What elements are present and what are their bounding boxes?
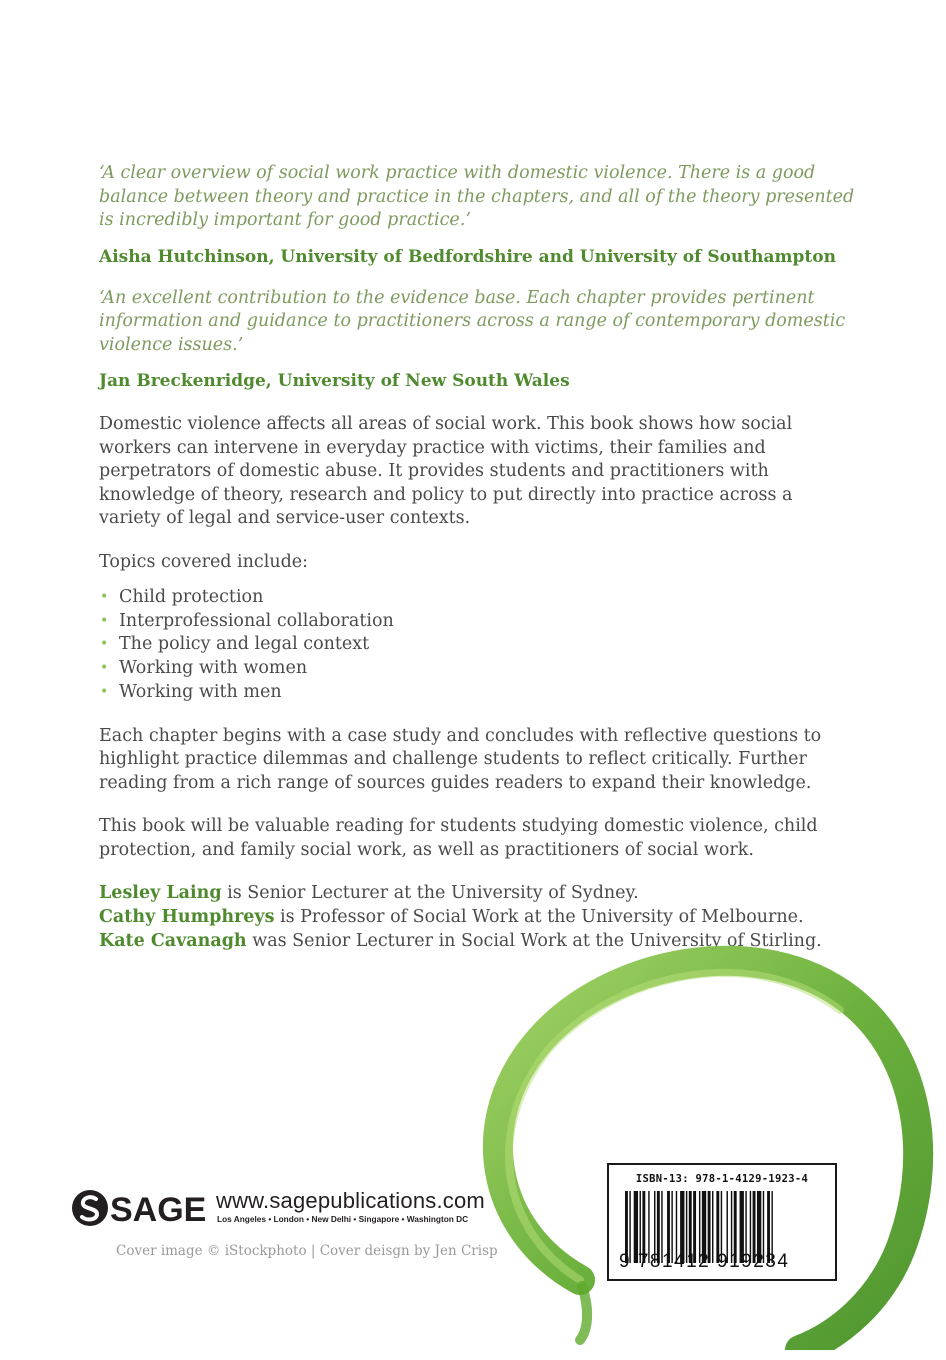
list-item: • Child protection bbox=[99, 586, 859, 610]
brush-circle-image bbox=[430, 930, 946, 1350]
review-attribution-2: Jan Breckenridge, University of New South Wales bbox=[99, 371, 570, 391]
bullet-icon: • bbox=[100, 636, 109, 653]
author-name: Lesley Laing bbox=[99, 883, 222, 904]
list-item: • Working with women bbox=[99, 657, 859, 681]
svg-text:SAGE: SAGE bbox=[110, 1191, 207, 1228]
bullet-icon: • bbox=[100, 660, 109, 677]
publisher-block bbox=[70, 1186, 500, 1232]
publisher-cities: Los Angeles • London • New Delhi • Singapore • Washington DC bbox=[217, 1214, 469, 1224]
list-item: • Working with men bbox=[99, 681, 859, 705]
author-bio: Lesley Laing is Senior Lecturer at the University of Sydney. bbox=[99, 883, 639, 904]
chapter-note: Each chapter begins with a case study and concludes with reflective questions to highlight practice dilemmas and challenge students to reflect critically. Further reading from a rich range of sources guides readers to expand their knowledge. bbox=[99, 725, 822, 793]
publisher-url: www.sagepublications.com bbox=[216, 1188, 485, 1213]
topics-list bbox=[99, 586, 859, 705]
author-bio: Kate Cavanagh was Senior Lecturer in Social Work at the University of Stirling. bbox=[99, 930, 822, 951]
review-quote-2: ‘An excellent contribution to the evidence base. Each chapter provides pertinent information and guidance to practitioners across a range of contemporary domestic violence issues.’ bbox=[99, 287, 846, 355]
isbn-barcode bbox=[607, 1163, 837, 1281]
isbn-label: ISBN-13: 978-1-4129-1923-4 bbox=[635, 1173, 809, 1185]
back-cover-text bbox=[99, 162, 859, 953]
sage-logo bbox=[70, 1188, 210, 1228]
audience-note: This book will be valuable reading for students studying domestic violence, child protection, and family social work, as well as practitioners of social work. bbox=[99, 816, 818, 860]
barcode-digits: 9 781412 919234 bbox=[619, 1251, 790, 1272]
list-item: • Interprofessional collaboration bbox=[99, 610, 859, 634]
author-bio: Cathy Humphreys is Professor of Social Work at the University of Melbourne. bbox=[99, 906, 804, 927]
topics-intro: Topics covered include: bbox=[99, 551, 309, 572]
cover-credit: Cover image © iStockphoto | Cover deisgn by Jen Crisp bbox=[116, 1243, 498, 1259]
author-name: Kate Cavanagh bbox=[99, 930, 247, 951]
book-description: Domestic violence affects all areas of social work. This book shows how social workers can intervene in everyday practice with victims, their families and perpetrators of domestic abuse. It provides students and practitioners with knowledge of theory, research and policy to put directly into practice across a variety of legal and service-user contexts. bbox=[99, 414, 793, 528]
review-attribution-1: Aisha Hutchinson, University of Bedfordshire and University of Southampton bbox=[99, 246, 836, 267]
review-quote-1: ‘A clear overview of social work practice with domestic violence. There is a good balance between theory and practice in the chapters, and all of the theory presented is incredibly important for good practice.’ bbox=[99, 163, 855, 230]
author-name: Cathy Humphreys bbox=[99, 906, 275, 927]
list-item: • The policy and legal context bbox=[99, 633, 859, 657]
bullet-icon: • bbox=[100, 683, 109, 700]
bullet-icon: • bbox=[100, 612, 109, 629]
bullet-icon: • bbox=[100, 589, 109, 605]
